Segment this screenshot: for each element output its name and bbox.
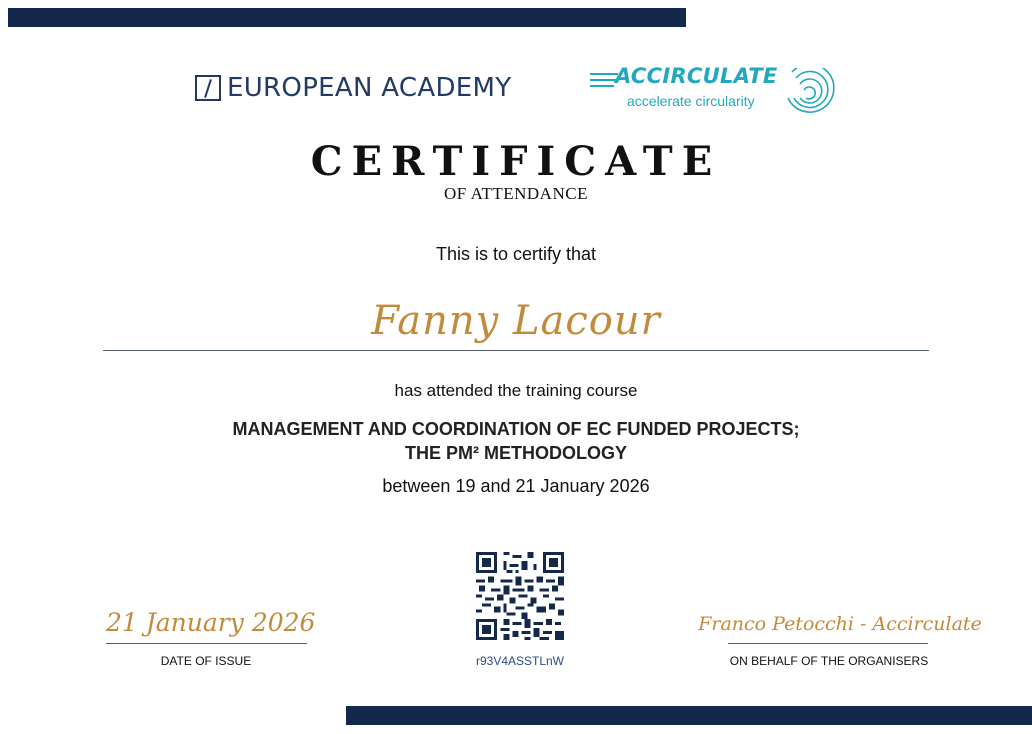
issue-date-signature: 21 January 2026 xyxy=(106,608,316,637)
top-decorative-bar xyxy=(8,8,686,27)
certificate-subtitle: OF ATTENDANCE xyxy=(444,184,588,203)
issue-date-line xyxy=(106,643,307,644)
issue-date-label: DATE OF ISSUE xyxy=(160,654,252,668)
certify-text: This is to certify that xyxy=(435,244,597,264)
qr-code-icon xyxy=(476,552,564,640)
european-academy-wordmark: EUROPEAN ACADEMY xyxy=(227,73,512,103)
course-dates: between 19 and 21 January 2026 xyxy=(382,476,650,496)
accirculate-tagline: accelerate circularity xyxy=(627,93,755,109)
european-academy-logo xyxy=(195,73,511,103)
course-title xyxy=(0,417,1032,465)
attended-text: has attended the training course xyxy=(394,381,638,400)
bottom-decorative-bar xyxy=(346,706,1032,725)
name-underline xyxy=(103,350,929,351)
accirculate-logo xyxy=(588,64,840,124)
course-title-line-2: THE PM² METHODOLOGY xyxy=(405,443,627,463)
organiser-label: ON BEHALF OF THE ORGANISERS xyxy=(729,654,929,668)
concentric-arcs-icon xyxy=(784,68,840,124)
organiser-signature-line xyxy=(728,643,928,644)
recipient-name: Fanny Lacour xyxy=(371,298,661,344)
verification-code: r93V4ASSTLnW xyxy=(475,654,565,668)
slash-box-icon xyxy=(195,75,221,101)
course-title-line-1: MANAGEMENT AND COORDINATION OF EC FUNDED PROJECTS; xyxy=(232,419,800,439)
accirculate-wordmark: ACCIRCULATE xyxy=(615,64,778,88)
certificate-title: CERTIFICATE xyxy=(310,138,722,185)
organiser-signature: Franco Petocchi - Accirculate xyxy=(698,613,982,635)
